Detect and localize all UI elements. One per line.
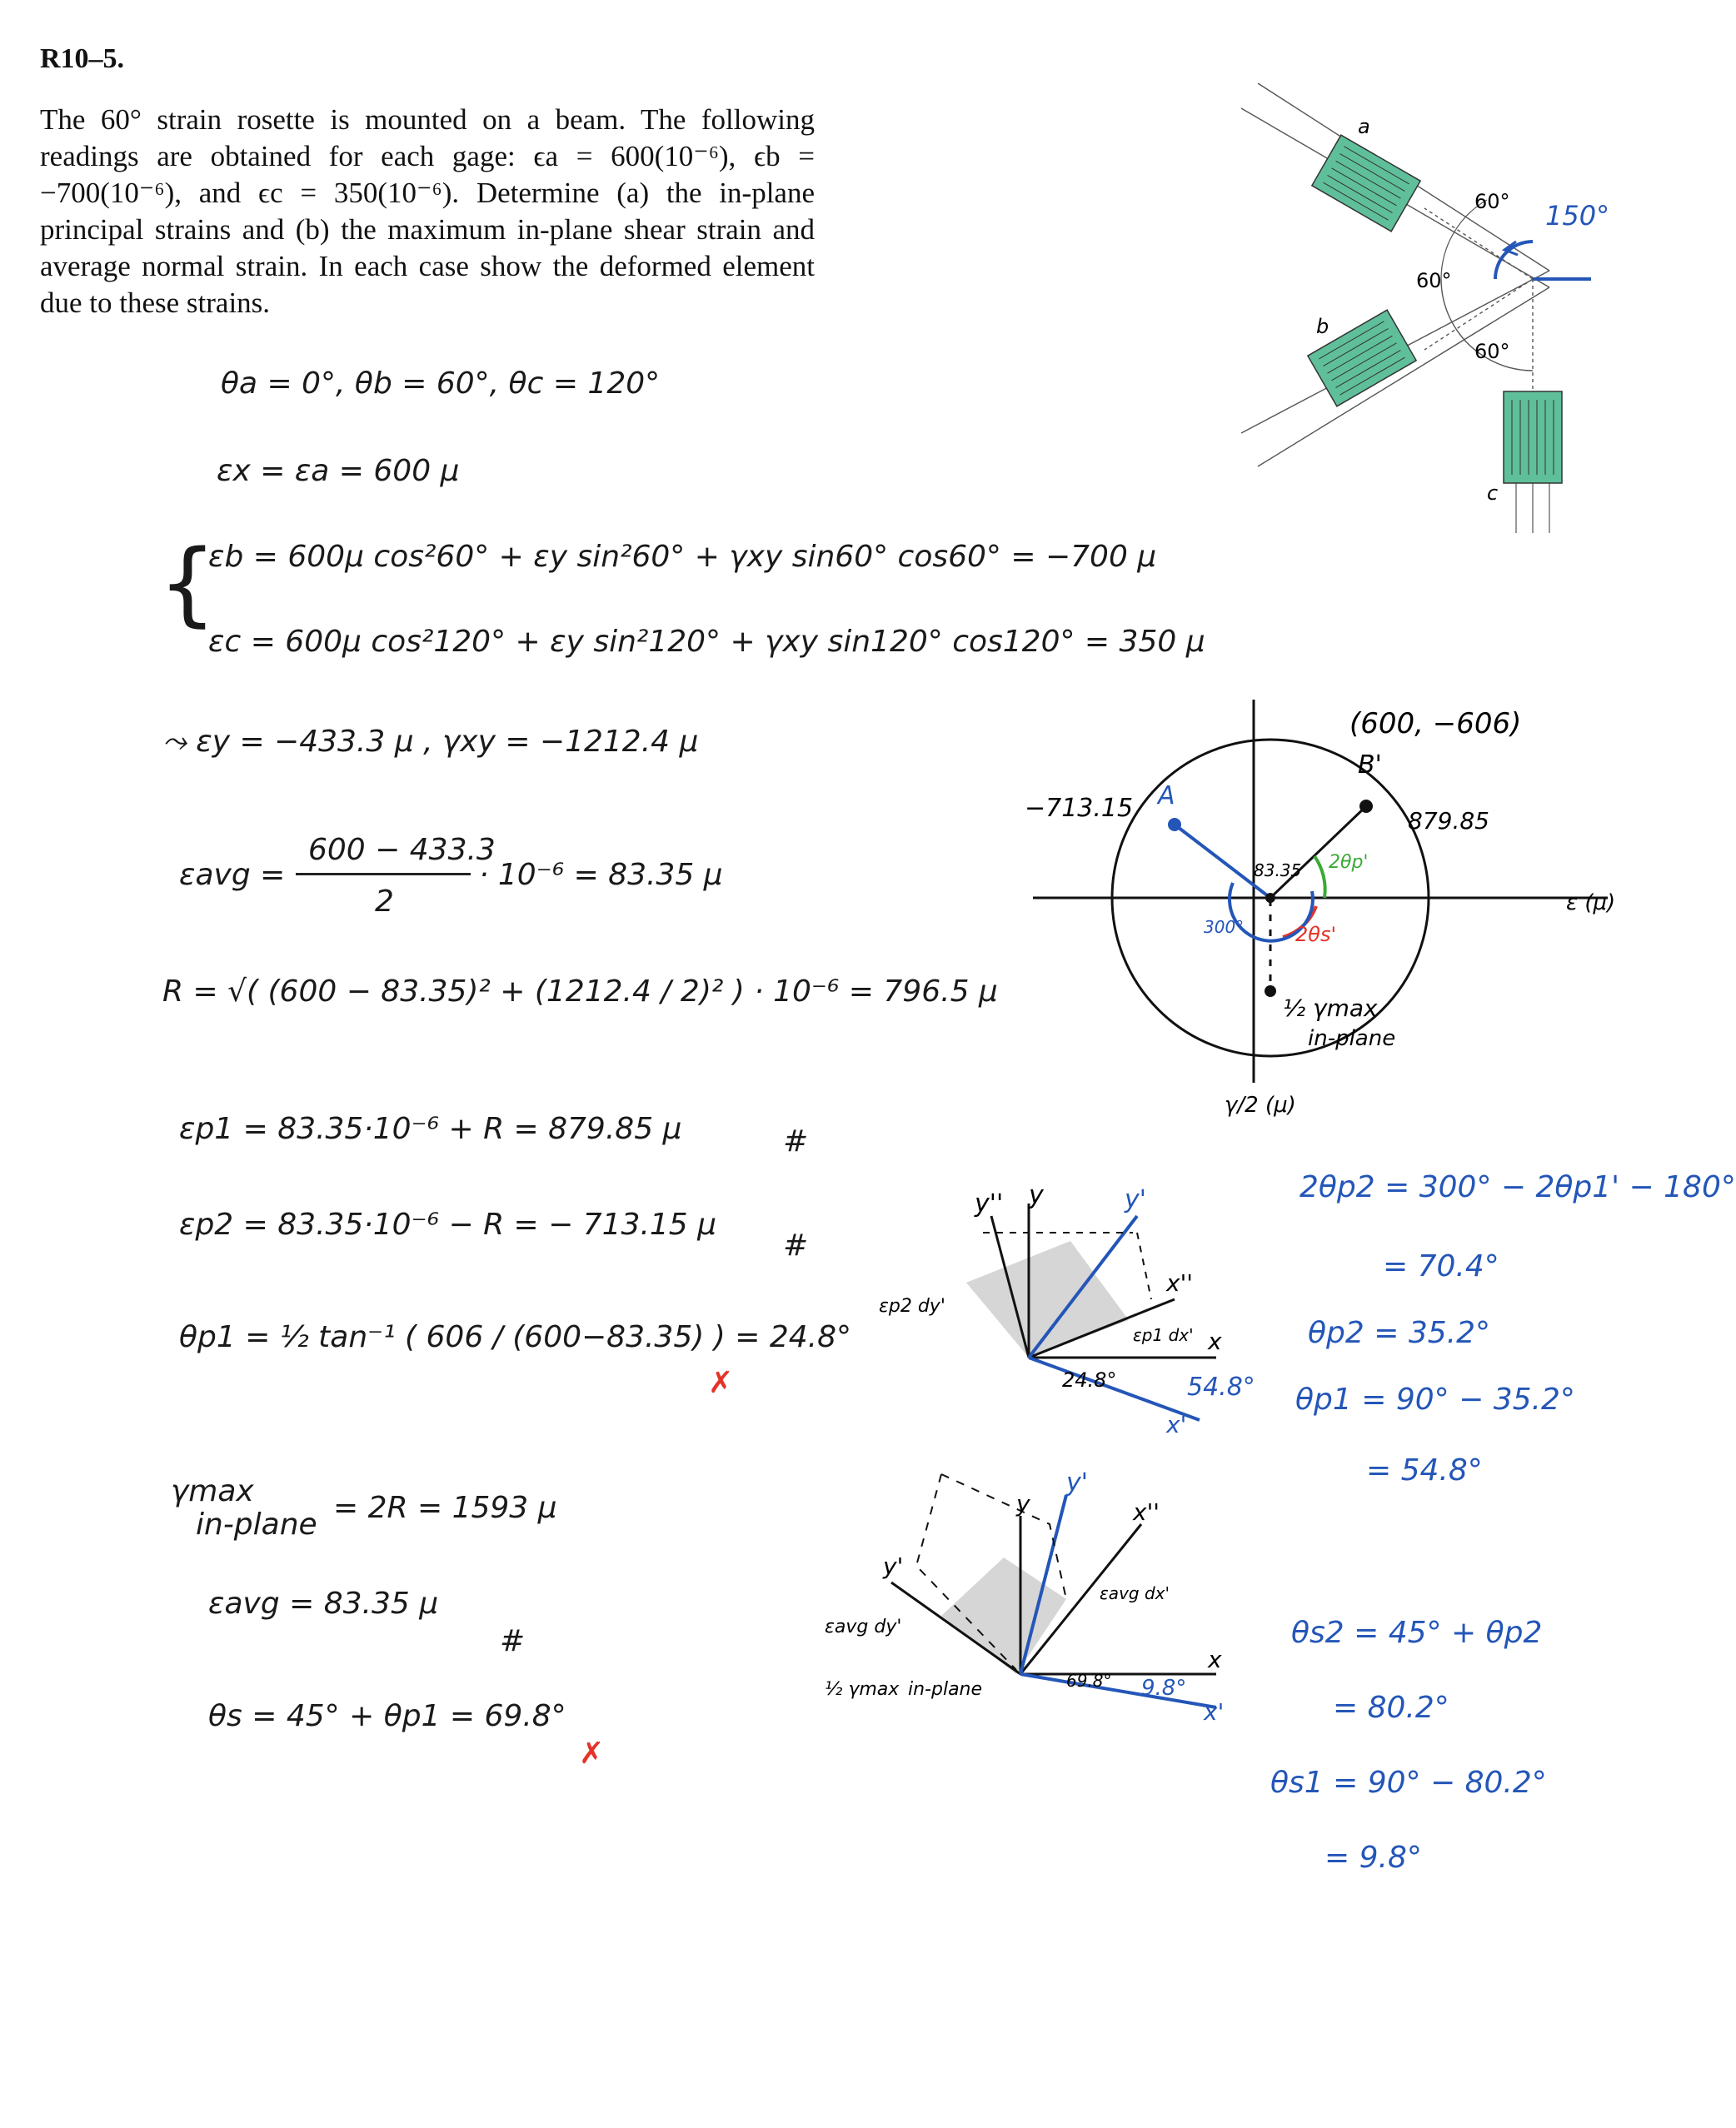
e2-gamma-sub: in-plane	[908, 1679, 983, 1700]
eavg-hash: #	[500, 1624, 526, 1658]
calc-tp1: θp1 = 90° − 35.2°	[1295, 1383, 1575, 1417]
e2-gamma-label: ½ γmax	[825, 1679, 900, 1700]
principal-element-sketch	[858, 1183, 1291, 1466]
mohr-right-value: 879.85	[1408, 807, 1489, 835]
mohr-gamma-label: ½ γmax	[1283, 994, 1378, 1022]
ec-equation: εc = 600μ cos²120° + εy sin²120° + γxy sin120° cos120° = 350 μ	[208, 625, 1205, 659]
mohr-point-b-coords: (600, −606)	[1349, 707, 1522, 740]
ep2-hash: #	[783, 1228, 809, 1263]
e1-y1-label: y'	[1125, 1185, 1147, 1214]
mohr-2tp-label: 2θp'	[1329, 852, 1369, 873]
ep1-hash: #	[783, 1124, 809, 1159]
calc-ts1: θs1 = 90° − 80.2°	[1270, 1766, 1547, 1800]
e1-angle-248: 24.8°	[1062, 1368, 1117, 1392]
radius-line: R = √( (600 − 83.35)² + (1212.4 / 2)² ) · 10⁻⁶ = 796.5 μ	[162, 974, 998, 1009]
mohr-center-label: 83.35	[1254, 860, 1302, 880]
eavg-label: εavg =	[179, 858, 286, 892]
problem-id: R10–5.	[40, 43, 125, 74]
e2-eavg-dx: εavg dx'	[1100, 1583, 1170, 1603]
calc-ts2: θs2 = 45° + θp2	[1291, 1616, 1543, 1650]
e1-x-label: x	[1208, 1328, 1222, 1355]
theta-s-wrong-mark: ✗	[579, 1737, 605, 1771]
angle-label-top: 60°	[1474, 190, 1510, 213]
eb-equation: εb = 600μ cos²60° + εy sin²60° + γxy sin60° cos60° = −700 μ	[208, 540, 1157, 574]
e1-angle-548: 54.8°	[1187, 1373, 1255, 1402]
mohr-2tp-arc	[1314, 856, 1325, 898]
mohr-point-b-label: B'	[1358, 750, 1382, 780]
mohr-circle	[1025, 691, 1633, 1158]
angles-line: θa = 0°, θb = 60°, θc = 120°	[221, 366, 661, 401]
calc-tp1-value: = 54.8°	[1366, 1453, 1483, 1488]
calc-2tp2: 2θp2 = 300° − 2θp1' − 180°	[1300, 1170, 1736, 1204]
angle-150-arc	[1495, 242, 1533, 279]
e2-angle-98: 9.8°	[1141, 1676, 1187, 1701]
eavg-result: · 10⁻⁶ = 83.35 μ	[479, 858, 723, 892]
eavg-denominator: 2	[375, 885, 394, 919]
eavg-numerator: 600 − 433.3	[308, 833, 496, 867]
gamma-max-label: γmax	[171, 1474, 254, 1508]
e2-x2-label: x''	[1133, 1498, 1160, 1526]
mohr-gamma-sub: in-plane	[1308, 1026, 1396, 1051]
mohr-vert-axis-label: γ/2 (μ)	[1225, 1093, 1296, 1118]
calc-tp2: θp2 = 35.2°	[1308, 1316, 1490, 1350]
gage-a-label: a	[1358, 115, 1370, 138]
gage-a	[1312, 135, 1420, 232]
e1-ep1-dx: εp1 dx'	[1133, 1325, 1194, 1345]
angle-label-bottom: 60°	[1474, 340, 1510, 363]
angle-150-label: 150°	[1545, 200, 1610, 232]
shear-element-sketch	[825, 1441, 1275, 1774]
mohr-epsilon-axis-label: ε (μ)	[1566, 890, 1616, 915]
mohr-left-value: −713.15	[1025, 794, 1134, 823]
gage-b-label: b	[1316, 315, 1329, 338]
e2-x-label: x	[1208, 1646, 1222, 1673]
theta-s-line: θs = 45° + θp1 = 69.8°	[208, 1699, 566, 1733]
gamma-max-sub: in-plane	[196, 1508, 317, 1542]
e2-y1-label: y'	[883, 1552, 904, 1580]
theta-p-line: θp1 = ½ tan⁻¹ ( 606 / (600−83.35) ) = 24.8°	[179, 1320, 851, 1354]
e2-x1-label: x'	[1204, 1698, 1225, 1726]
gage-c-label: c	[1487, 481, 1499, 505]
calc-2tp2-value: = 70.4°	[1383, 1249, 1499, 1283]
rosette-figure	[1233, 75, 1616, 541]
mohr-point-a-label: A	[1158, 781, 1175, 810]
e2-angle-698: 69.8°	[1066, 1671, 1112, 1691]
e1-y-label: y	[1029, 1181, 1044, 1210]
calc-ts2-value: = 80.2°	[1333, 1691, 1449, 1725]
angle-label-mid: 60°	[1416, 269, 1452, 292]
eavg-answer: εavg = 83.35 μ	[208, 1587, 439, 1621]
calc-ts1-value: = 9.8°	[1324, 1841, 1422, 1875]
e1-ep2-dy: εp2 dy'	[879, 1296, 945, 1317]
mohr-300-label: 300°	[1204, 917, 1245, 937]
ep2-line: εp2 = 83.35·10⁻⁶ − R = − 713.15 μ	[179, 1208, 717, 1242]
e1-x1-label: x'	[1166, 1411, 1187, 1438]
theta-p-wrong-mark: ✗	[708, 1366, 734, 1400]
e1-x2-label: x''	[1166, 1269, 1193, 1297]
gage-c	[1504, 391, 1562, 533]
ep1-line: εp1 = 83.35·10⁻⁶ + R = 879.85 μ	[179, 1112, 682, 1146]
e2-eavg-dy: εavg dy'	[825, 1617, 902, 1637]
gamma-max-value: = 2R = 1593 μ	[333, 1491, 557, 1525]
brace: {	[158, 530, 217, 636]
e2-y-label: y	[1016, 1490, 1030, 1518]
ex-line: εx = εa = 600 μ	[217, 454, 460, 488]
mohr-2ts-label: 2θs'	[1295, 923, 1337, 946]
e1-y2-label: y''	[975, 1189, 1004, 1218]
e2-y1b-label: y'	[1066, 1468, 1089, 1498]
problem-statement: The 60° strain rosette is mounted on a beam. The following readings are obtained for each gage: ϵa = 600(10⁻⁶), ϵb = −700(10⁻⁶), and ϵc = 350(10⁻⁶). Determine (a) the in-plane principal strains and (b) the maximum in-plane shear strain and average normal strain. In each case show the deformed element due to these strains.	[40, 103, 815, 319]
ey-gxy-line: ⤳ εy = −433.3 μ , γxy = −1212.4 μ	[162, 725, 699, 759]
eavg-fraction-bar	[296, 873, 471, 875]
